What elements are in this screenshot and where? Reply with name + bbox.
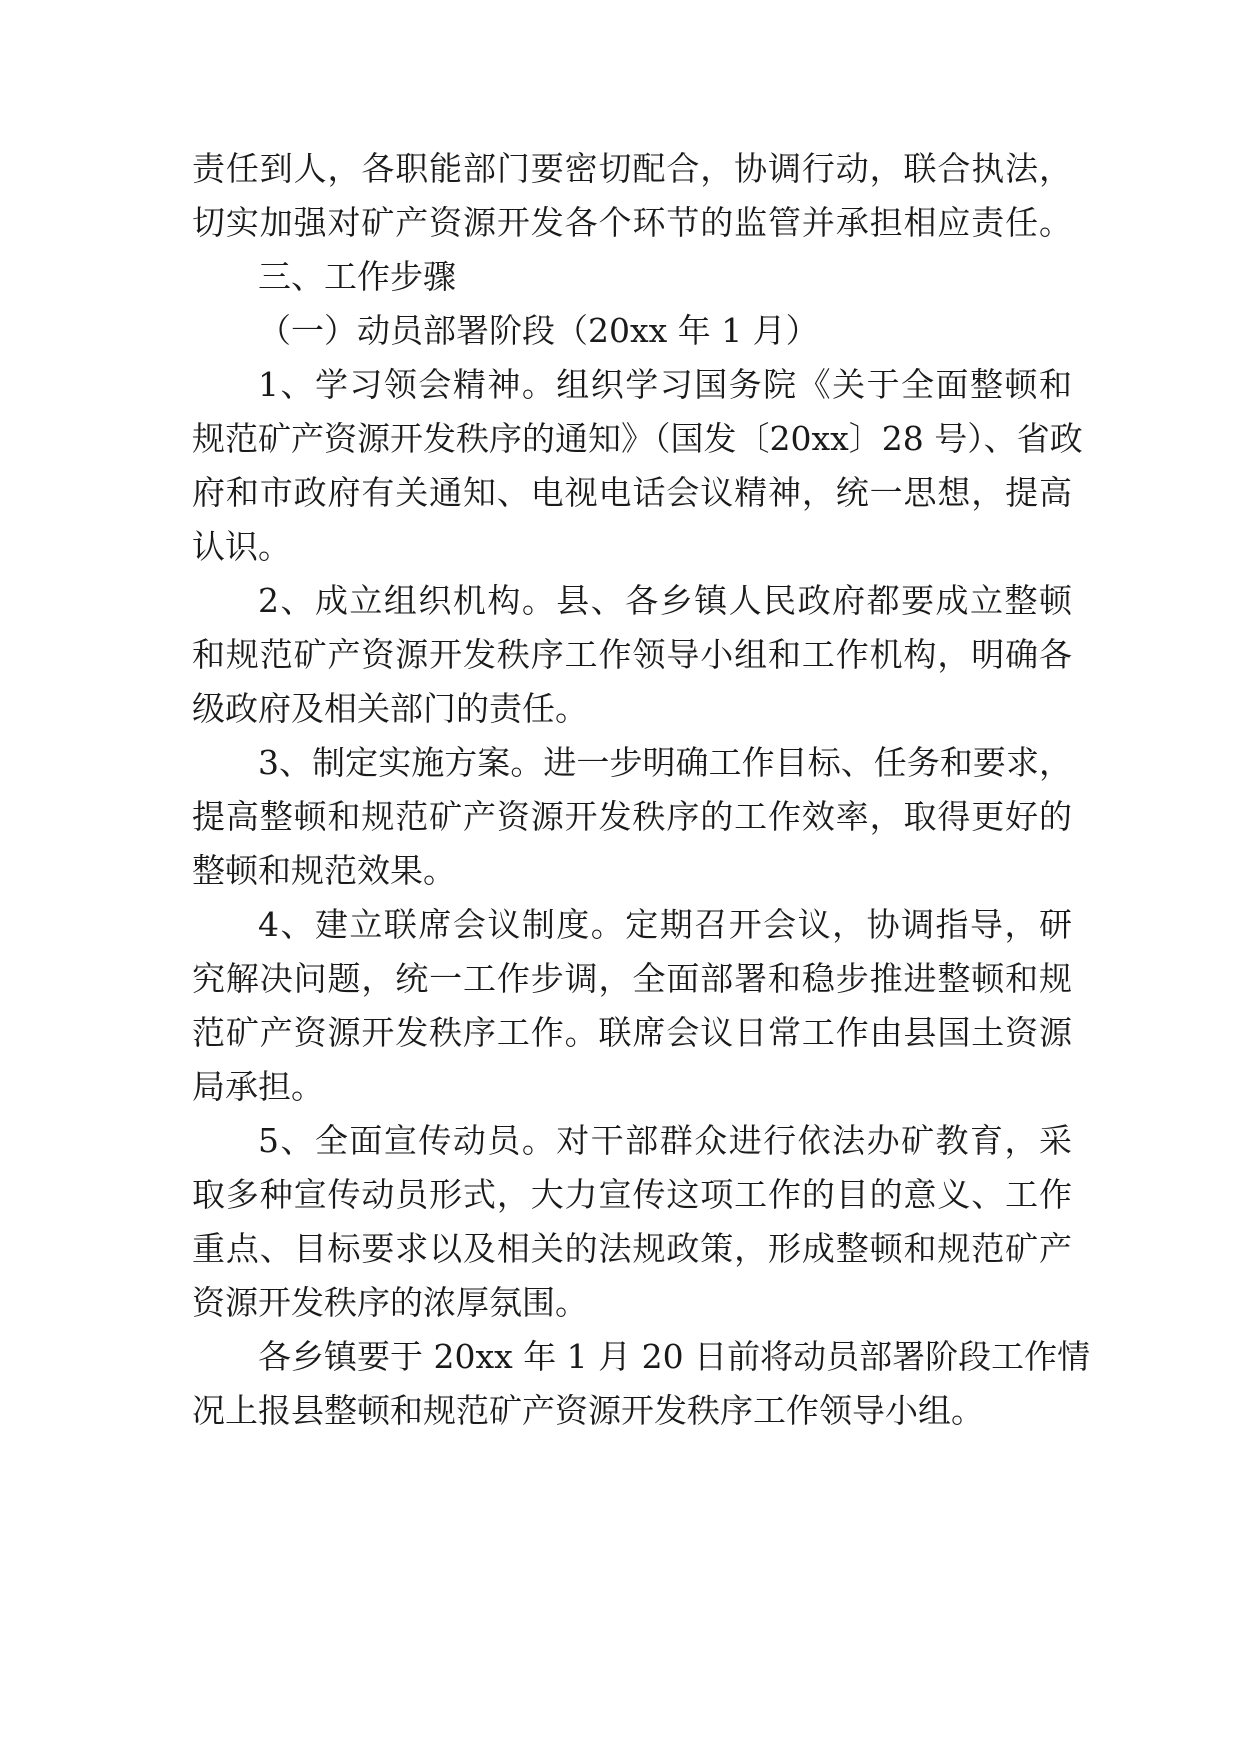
section-heading: 三、工作步骤 bbox=[258, 257, 456, 296]
text-line: 整顿和规范效果。 bbox=[192, 851, 456, 890]
text-line: 2、成立组织机构。县、各乡镇人民政府都要成立整顿 bbox=[258, 581, 1072, 620]
text-line: 取多种宣传动员形式，大力宣传这项工作的目的意义、工作 bbox=[192, 1175, 1072, 1214]
text-line: 各乡镇要于 20xx 年 1 月 20 日前将动员部署阶段工作情 bbox=[258, 1337, 1091, 1376]
text-line: 况上报县整顿和规范矿产资源开发秩序工作领导小组。 bbox=[192, 1391, 984, 1430]
text-line: 范矿产资源开发秩序工作。联席会议日常工作由县国土资源 bbox=[192, 1013, 1072, 1052]
text-line: 重点、目标要求以及相关的法规政策，形成整顿和规范矿产 bbox=[192, 1229, 1072, 1268]
text-line: 切实加强对矿产资源开发各个环节的监管并承担相应责任。 bbox=[192, 203, 1072, 242]
text-line: 1、学习领会精神。组织学习国务院《关于全面整顿和 bbox=[258, 365, 1072, 404]
text-line: 提高整顿和规范矿产资源开发秩序的工作效率，取得更好的 bbox=[192, 797, 1072, 836]
text-line: 4、建立联席会议制度。定期召开会议，协调指导，研 bbox=[258, 905, 1072, 944]
text-line: 5、全面宣传动员。对干部群众进行依法办矿教育，采 bbox=[258, 1121, 1072, 1160]
text-line: 资源开发秩序的浓厚氛围。 bbox=[192, 1283, 588, 1322]
text-line: 规范矿产资源开发秩序的通知》（国发〔20xx〕28 号）、省政 bbox=[192, 419, 1083, 458]
text-line: 3、制定实施方案。进一步明确工作目标、任务和要求， bbox=[258, 743, 1072, 782]
text-line: 责任到人，各职能部门要密切配合，协调行动，联合执法， bbox=[192, 149, 1072, 188]
text-line: 究解决问题，统一工作步调，全面部署和稳步推进整顿和规 bbox=[192, 959, 1072, 998]
text-line: 认识。 bbox=[192, 527, 291, 566]
subsection-heading: （一）动员部署阶段（20xx 年 1 月） bbox=[258, 311, 819, 350]
text-line: 府和市政府有关通知、电视电话会议精神，统一思想，提高 bbox=[192, 473, 1072, 512]
text-line: 局承担。 bbox=[192, 1067, 324, 1106]
text-line: 级政府及相关部门的责任。 bbox=[192, 689, 588, 728]
text-line: 和规范矿产资源开发秩序工作领导小组和工作机构，明确各 bbox=[192, 635, 1072, 674]
